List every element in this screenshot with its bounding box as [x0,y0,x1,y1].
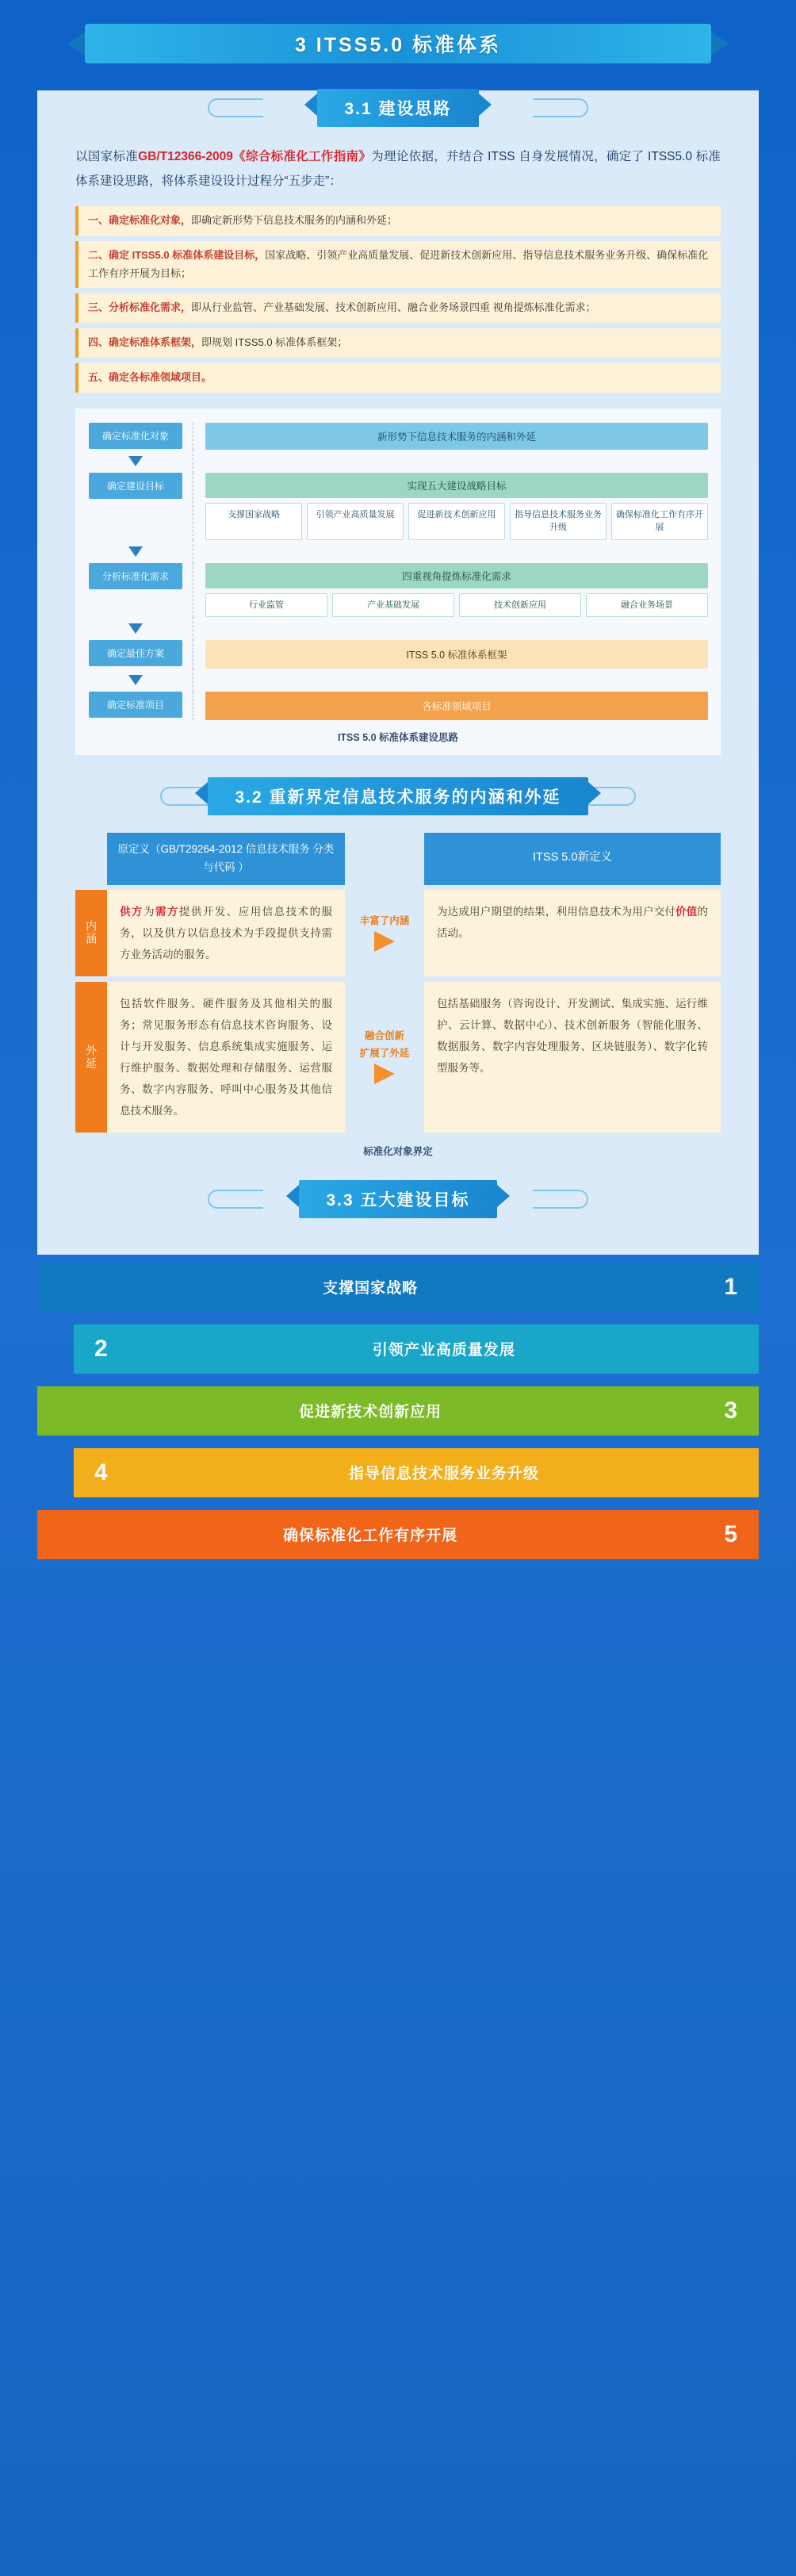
step-item [75,363,721,393]
flow-chip: 行业监管 [205,593,327,618]
transition-extension [345,982,424,1133]
flow-left [88,423,183,450]
flow-chip-group [205,593,708,618]
flow-row [88,640,708,669]
flow-caption: ITSS 5.0 标准体系建设思路 [337,732,459,743]
step-text: 即确定新形势下信息技术服务的内涵和外延； [191,214,398,226]
intro-paragraph [75,144,721,194]
goal-number: 4 [94,1459,109,1485]
goal-number: 2 [94,1335,109,1362]
section-33-title: 3.3 五大建设目标 [299,1180,496,1218]
arrow-right-icon [374,931,395,952]
arrow-down-icon [128,675,143,685]
flow-connector-row [88,669,708,692]
flow-stage-label: 确定标准项目 [89,692,182,718]
new-text-2: 的活动。 [437,905,708,939]
flow-row [88,473,708,540]
new-definition-header: ITSS 5.0新定义 [424,833,721,885]
row-label-text: 内涵 [85,920,98,946]
step-text: 国家战略、引领产业高质量发展、促进新技术创新应用、指导信息技术服务业务升级、确保标准化工作有序开展为目标； [88,248,709,279]
step-item [75,206,721,236]
goal-item-2 [74,1324,759,1374]
flow-right [202,423,708,450]
goal-number: 3 [724,1397,738,1424]
flow-diagram [75,408,721,756]
intro-part-2: 为理论依据，并结合 ITSS 自身发展情况，确定了 ITSS5.0 标准体系建设思路，将体系建设设计过程分“五步走”： [75,150,721,188]
goal-number: 5 [724,1520,738,1547]
old-kw-1: 供方 [120,905,144,918]
new-definition-extension: 包括基础服务（咨询设计、开发测试、集成实施、运行维护、云计算、数据中心）、技术创新服务（智能化服务、数据服务、数字内容处理服务、区块链服务）、数字化转型服务等。 [424,982,721,1133]
row-label-extension [75,982,107,1133]
section-32-header [75,779,721,814]
transition-label-top: 融合创新 [364,1030,404,1042]
step-key: 四、确定标准体系框架， [88,336,202,348]
definitions-caption: 标准化对象界定 [363,1145,433,1157]
flow-chip: 促进新技术创新应用 [408,503,505,540]
flow-divider [183,640,202,669]
header-tail-left [208,98,263,117]
definitions-table [75,833,721,1158]
goal-text: 引领产业高质量发展 [372,1342,515,1359]
flow-right-title: 新形势下信息技术服务的内涵和外延 [205,423,708,450]
flow-stage-label: 分析标准化需求 [89,563,182,589]
flow-right [202,640,708,669]
section-33-header [75,1182,721,1217]
section-31-title: 3.1 建设思路 [317,89,478,127]
new-kw-1: 价值 [675,905,698,918]
flow-left [88,473,183,540]
goal-text: 指导信息技术服务业务升级 [348,1466,539,1483]
flow-row [88,423,708,450]
top-banner [85,21,711,67]
arrow-down-icon [128,546,143,557]
flow-chip: 支撑国家战略 [205,503,302,540]
step-text: 即从行业监管、产业基础发展、技术创新应用、融合业务场景四重 视角提炼标准化需求； [191,301,596,314]
header-tail-right [533,98,588,117]
step-key: 三、分析标准化需求， [88,301,192,314]
flow-divider [183,473,202,540]
intro-part-1: 以国家标准 [75,150,139,163]
flow-connector-row [88,617,708,640]
flow-connector-row [88,450,708,473]
step-item [75,241,721,289]
page-title: 3 ITSS5.0 标准体系 [294,34,502,56]
row-label-connotation [75,890,107,976]
flow-divider [183,423,202,450]
goal-item-3 [37,1386,759,1436]
flow-chip: 产业基础发展 [332,593,454,618]
definition-row-extension [75,982,721,1133]
section-31-header [75,90,721,125]
step-key: 二、确定 ITSS5.0 标准体系建设目标， [88,248,266,261]
goal-text: 支撑国家战略 [323,1280,419,1298]
flow-right [202,563,708,618]
flow-left [88,563,183,618]
goal-item-4 [74,1448,759,1497]
goal-item-5 [37,1510,759,1559]
flow-divider [183,692,202,720]
flow-right-title: 各标准领域项目 [205,692,708,720]
intro-highlight: GB/T12366-2009《综合标准化工作指南》 [138,150,372,163]
flow-chip: 确保标准化工作有序开展 [611,503,708,540]
step-item [75,328,721,358]
old-conn-1: 为 [143,905,155,918]
section-32-title: 3.2 重新界定信息技术服务的内涵和外延 [208,777,587,815]
flow-left [88,640,183,669]
flow-chip: 引领产业高质量发展 [307,503,404,540]
transition-connotation [345,890,424,976]
step-key: 一、确定标准化对象， [88,214,192,226]
flow-stage-label: 确定最佳方案 [89,640,182,666]
flow-connector-row [88,540,708,563]
flow-chip: 指导信息技术服务业务升级 [510,503,607,540]
flow-chip-group [205,503,708,540]
flow-row [88,692,708,720]
flow-chip: 技术创新应用 [459,593,581,618]
flow-chip: 融合业务场景 [586,593,708,618]
old-conn-2: 提供开发、应用信息技术的服务，以及供方以信息技术为手段提供支持需方业务活动的服务。 [120,905,333,960]
goal-number: 1 [724,1273,738,1300]
step-item [75,293,721,323]
definition-row-connotation [75,890,721,976]
flow-right-title: 实现五大建设战略目标 [205,473,708,498]
flow-row [88,563,708,618]
definitions-header-row [75,833,721,885]
new-definition-connotation [424,890,721,976]
flow-right [202,692,708,720]
step-text: 即规划 ITSS5.0 标准体系框架； [201,336,348,348]
new-text-1: 为达成用户期望的结果，利用信息技术为用户交付 [437,905,676,918]
goal-text: 促进新技术创新应用 [299,1404,442,1421]
old-definition-header: 原定义（GB/T29264-2012 信息技术服务 分类与代码 ） [107,833,345,885]
content-panel [37,90,759,1255]
flow-right-title: ITSS 5.0 标准体系框架 [205,640,708,669]
old-kw-2: 需方 [155,905,179,918]
arrow-right-icon [374,1064,395,1084]
step-key: 五、确定各标准领域项目。 [88,370,212,383]
header-tail-right [533,1190,588,1209]
flow-stage-label: 确定建设目标 [89,473,182,499]
arrow-down-icon [128,456,143,466]
transition-label: 丰富了内涵 [359,914,410,926]
infographic-page [0,21,796,2576]
goal-text: 确保标准化工作有序开展 [283,1528,458,1545]
old-definition-extension: 包括软件服务、硬件服务及其他相关的服务；常见服务形态有信息技术咨询服务、设计与开发服务、信息系统集成实施服务、运行维护服务、数据处理和存储服务、运营服务、数字内容服务、呼叫中心服务及其他信息技术服务。 [107,982,345,1133]
flow-right-title: 四重视角提炼标准化需求 [205,563,708,588]
arrow-down-icon [128,623,143,634]
goals-list [37,1263,759,1559]
flow-left [88,692,183,720]
goal-item-1 [37,1263,759,1312]
steps-list [75,206,721,393]
transition-label-bottom: 扩展了外延 [359,1047,410,1059]
old-definition-connotation [107,890,345,976]
header-tail-left [208,1190,263,1209]
flow-stage-label: 确定标准化对象 [89,423,182,449]
flow-right [202,473,708,540]
row-label-text: 外延 [85,1044,98,1070]
flow-divider [183,563,202,618]
